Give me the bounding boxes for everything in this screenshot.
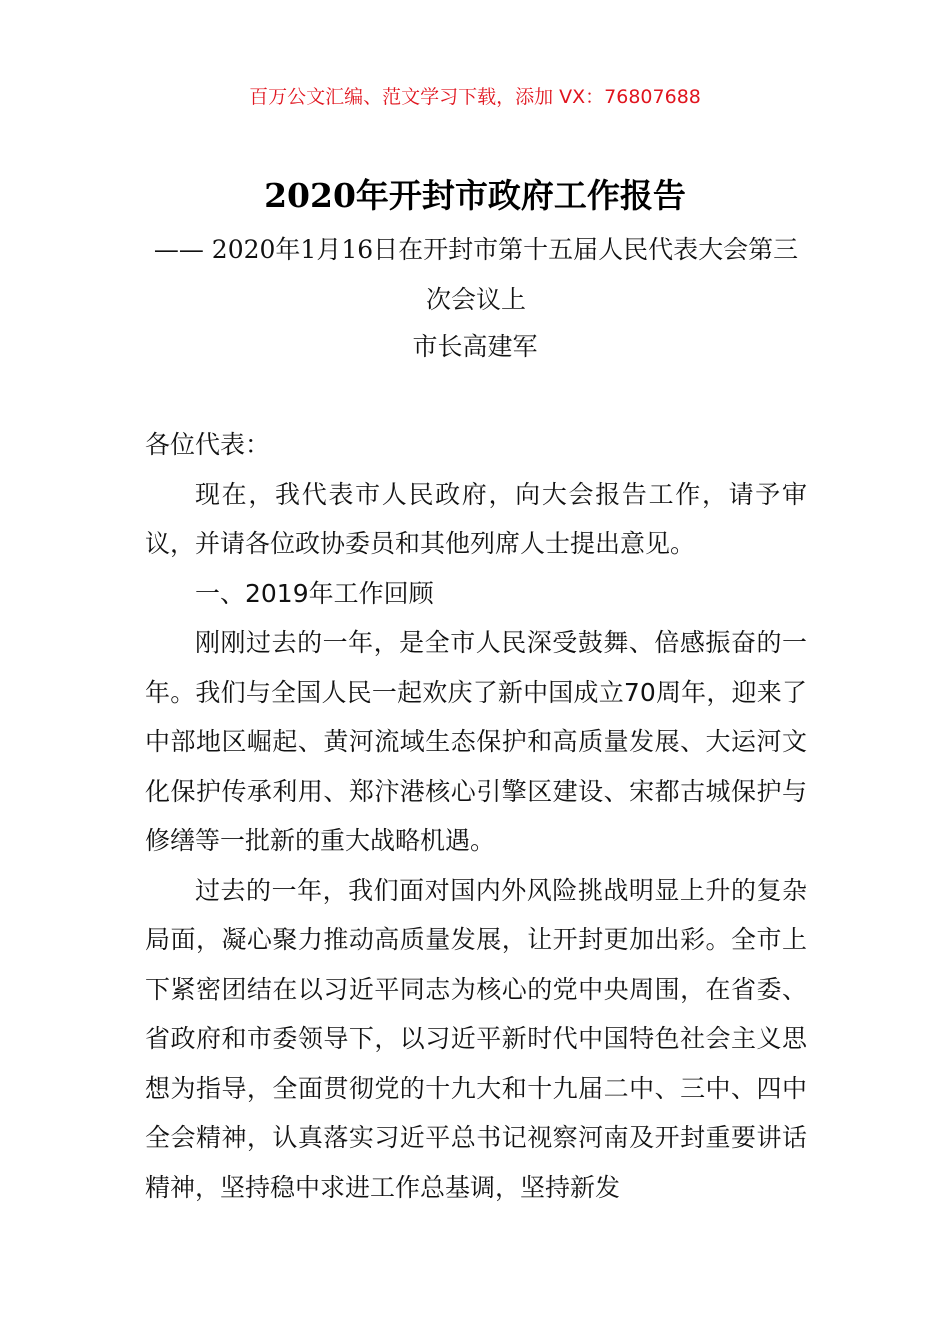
paragraph: 过去的一年，我们面对国内外风险挑战明显上升的复杂局面，凝心聚力推动高质量发展，让开封更加出彩。全市上下紧密团结在以习近平同志为核心的党中央周围，在省委、省政府和市委领导下，以习近平新时代中国特色社会主义思想为指导，全面贯彻党的十九大和十九届二中、三中、四中全会精神，认真落实习近平总书记视察河南及开封重要讲话精神，坚持稳中求进工作总基调，坚持新发 [145,875,807,1202]
report-author: 市长高建军 [412,332,538,361]
report-body [145,420,807,1212]
report-title: 2020年开封市政府工作报告 [264,176,686,215]
paragraph: 刚刚过去的一年，是全市人民深受鼓舞、倍感振奋的一年。我们与全国人民一起欢庆了新中国成立70周年，迎来了中部地区崛起、黄河流域生态保护和高质量发展、大运河文化保护传承利用、郑汴港核心引擎区建设、宋都古城保护与修缮等一批新的重大战略机遇。 [145,628,807,855]
section-heading: 一、2019年工作回顾 [195,578,434,608]
salutation: 各位代表： [145,430,271,459]
download-banner: 百万公文汇编、范文学习下载，添加 VX：76807688 [249,86,701,108]
paragraph: 现在，我代表市人民政府，向大会报告工作，请予审议，并请各位政协委员和其他列席人士提出意见。 [145,479,807,558]
report-subtitle: —— 2020年1月16日在开封市第十五届人民代表大会第三次会议上 [153,235,799,314]
